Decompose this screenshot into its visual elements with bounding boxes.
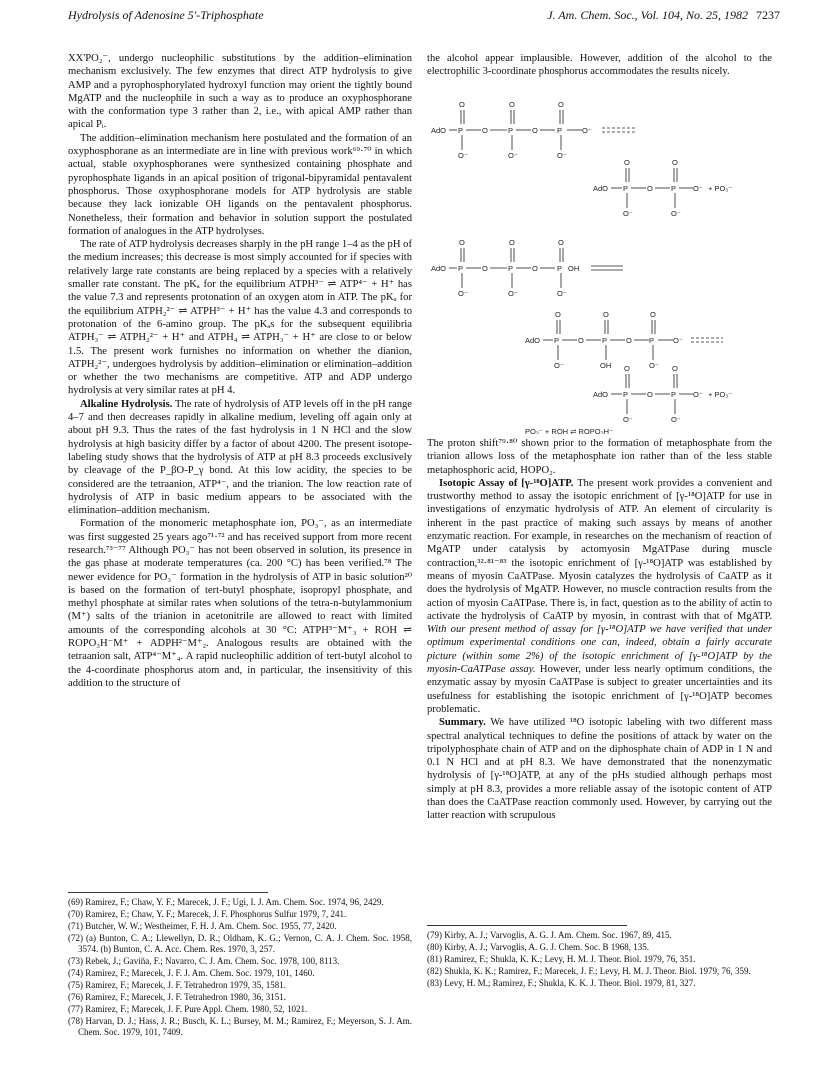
section-heading: Isotopic Assay of [γ-¹⁸O]ATP. (439, 477, 574, 489)
paragraph-text: The rate of hydrolysis of ATP levels off in the pH range 4–7 and then decreases rapidly in alkaline medium, leveling off again only at about pH 9.3. Thus the rates of the fast hydrolysis in 1 N HCl and the slow hydrolysis at high basicity differ by a factor of about 4200. The present isotope-labeling study shows that the hydrolysis of ATP at pH 8.3 proceeds exclusively by cleavage of the P_βO-P_γ bond. At this low acidity, the species to be considered are the tetraanion, ATP⁴⁻, and the trianion. The low reaction rate of hydrolysis of ATP in basic medium appears to be associated with the elimination–addition mechanism. (68, 398, 412, 517)
reference-item: (82) Shukla, K. K.; Ramirez, F.; Marecek, J. F.; Levy, H. M. J. Theor. Biol. 1979, 76, 359. (427, 966, 751, 976)
o-minus: O⁻ (508, 289, 518, 298)
paragraph: The proton shift⁷⁹·⁸⁰ shown prior to the formation of metaphosphate from the trianion allows loss of the metaphosphate ion rather than of the less stable metaphosphoric acid, HOPO₂. (427, 438, 772, 476)
ado-label: AdO (593, 184, 609, 193)
paragraph-text: However, under less nearly optimum conditions, the enzymatic assay by myosin CaATPase is subject to greater uncertainties and its usefulness for establishing the isotopic enrichment of [γ-¹⁸O]ATP becomes problematic. (427, 664, 772, 715)
p-atom: P (458, 126, 464, 135)
footnote-rule (427, 925, 627, 926)
o-minus: O⁻ (693, 184, 703, 193)
p-atom: P (508, 264, 514, 273)
o-atom: O (647, 184, 653, 193)
oh-group: OH (568, 264, 580, 273)
o-minus: O⁻ (582, 126, 592, 135)
paragraph (427, 477, 772, 716)
reference-item: (73) Rebek, J.; Gaviña, F.; Navarro, C. J. Am. Chem. Soc. 1978, 100, 8113. (68, 956, 340, 966)
metaphosphate-equation: PO₃⁻ + ROH ⇌ ROPO₃H⁻ (525, 427, 614, 434)
o-atom: O (459, 100, 465, 109)
footnote-rule (68, 892, 268, 893)
o-atom: O (672, 364, 678, 373)
p-atom: P (557, 126, 563, 135)
o-atom: O (603, 310, 609, 319)
o-atom: O (459, 238, 465, 247)
o-minus: O⁻ (623, 209, 633, 218)
header-title: Hydrolysis of Adenosine 5'-Triphosphate (68, 8, 264, 22)
right-column-bottom (427, 437, 772, 823)
section-heading: Alkaline Hydrolysis. (80, 398, 173, 410)
o-minus: O⁻ (623, 415, 633, 424)
o-minus: O⁻ (554, 361, 564, 370)
o-atom: O (558, 100, 564, 109)
p-atom: P (458, 264, 464, 273)
reference-item: (75) Ramirez, F.; Marecek, J. F. Tetrahedron 1979, 35, 1581. (68, 980, 286, 990)
reference-item: (78) Harvan, D. J.; Hass, J. R.; Busch, K. L.; Bursey, M. M.; Ramirez, F.; Meyerson, S. J. Am. Chem. Soc. 1979, 101, 7409. (68, 1016, 412, 1037)
reference-item: (81) Ramirez, F.; Shukla, K. K.; Levy, H. M. J. Theor. Biol. 1979, 76, 351. (427, 954, 696, 964)
p-atom: P (508, 126, 514, 135)
references-left (68, 892, 412, 1039)
journal-citation: J. Am. Chem. Soc., Vol. 104, No. 25, 1982 (547, 8, 748, 22)
o-atom: O (650, 310, 656, 319)
italic-text: With our present method of assay for [γ-¹⁸O]ATP we have verified that under optimum experimental conditions one can, indeed, obtain a fairly accurate picture (within some 2%) of the isotopic enrichment of [γ-¹⁸O]ATP by the myosin-CaATPase assay. (427, 624, 772, 676)
o-minus: O⁻ (508, 151, 518, 160)
plus-po3: + PO₃⁻ (708, 184, 733, 193)
right-column-top (427, 52, 772, 79)
paragraph: The addition–elimination mechanism here postulated and the formation of an oxyphosphorane as an intermediate are in line with previous work⁶⁹·⁷⁰ in which actual, stable oxyphosphoranes were synthesized containing phosphate and pyrophosphate ligands in an apical position of trigonal-bipyramidal pentavalent phosphorus. Those oxyphosphorane models for ATP hydrolysis are stable because they lack ionizable OH ligands on the pentavalent phosphorus. Nonetheless, their formation and behavior in solution support the postulated formation of analogues in the ATP hydrolyses. (68, 132, 412, 237)
o-minus: O⁻ (458, 151, 468, 160)
reference-item: (69) Ramirez, F.; Chaw, Y. F.; Marecek, J. F.; Ugi, I. J. Am. Chem. Soc. 1974, 96, 2429. (68, 897, 384, 907)
ado-label: AdO (431, 126, 447, 135)
o-minus: O⁻ (671, 415, 681, 424)
reference-item: (76) Ramirez, F.; Marecek, J. F. Tetrahedron 1980, 36, 3151. (68, 992, 286, 1002)
o-atom: O (482, 264, 488, 273)
reference-item: (72) (a) Bunton, C. A.; Llewellyn, D. R.; Oldham, K. G.; Vernon, C. A. J. Chem. Soc. 1958, 3574. (b) Bunton, C. A. Acc. Chem. Res. 1970, 3, 257. (68, 933, 412, 954)
reference-item: (71) Butcher, W. W.; Westheimer, F. H. J. Am. Chem. Soc. 1955, 77, 2420. (68, 921, 337, 931)
p-atom: P (649, 336, 655, 345)
o-minus: O⁻ (693, 390, 703, 399)
p-atom: P (602, 336, 608, 345)
p-atom: P (623, 390, 629, 399)
p-atom: P (623, 184, 629, 193)
o-atom: O (558, 238, 564, 247)
reference-item: (77) Ramirez, F.; Marecek, J. F. Pure Appl. Chem. 1980, 52, 1021. (68, 1004, 308, 1014)
o-atom: O (647, 390, 653, 399)
paragraph: the alcohol appear implausible. However, addition of the alcohol to the electrophilic 3-coordinate phosphorus accommodates the results nicely. (427, 53, 772, 78)
o-atom: O (509, 238, 515, 247)
references-right (427, 925, 772, 990)
paragraph (68, 398, 412, 518)
left-column (68, 52, 412, 690)
reaction-scheme (427, 92, 772, 434)
o-atom: O (624, 158, 630, 167)
o-atom: O (509, 100, 515, 109)
reference-item: (74) Ramirez, F.; Marecek, J. F. J. Am. Chem. Soc. 1979, 101, 1460. (68, 968, 315, 978)
o-minus: O⁻ (557, 151, 567, 160)
p-atom: P (671, 184, 677, 193)
o-minus: O⁻ (671, 209, 681, 218)
o-minus: O⁻ (458, 289, 468, 298)
paragraph-text: The present work provides a convenient and trustworthy method to assay the isotopic enrichment of [γ-¹⁸O]ATP for use in investigations of enzymatic hydrolysis of ATP. An element of circularity is inherent in the past practice of making such assays by means of another enzymatic reaction. For example, in researches on the mechanism of reaction of MgATP under catalysis by actomyosin MgATPase during muscle contraction,³²·⁸¹⁻⁸³ the isotopic enrichment of [γ-¹⁸O]ATP was established by means of myosin CaATPase. Myosin catalyzes the hydrolysis of CaATP as it does the hydrolysis of MgATP. However, no muscle contraction results from the action of myosin CaATPase. There is, in fact, question as to the ability of actin to activate the hydrolysis of CaATP by myosin, in contrast with that of MgATP. (427, 477, 772, 622)
reference-item: (79) Kirby, A. J.; Varvoglis, A. G. J. Am. Chem. Soc. 1967, 89, 415. (427, 930, 672, 940)
running-header (68, 8, 780, 28)
header-citation (547, 8, 780, 23)
oh-group: OH (600, 361, 612, 370)
plus-po3: + PO₃⁻ (708, 390, 733, 399)
o-atom: O (532, 264, 538, 273)
p-atom: P (554, 336, 560, 345)
scheme-svg (427, 92, 772, 434)
paragraph: Formation of the monomeric metaphosphate ion, PO₃⁻, as an intermediate was first suggested 25 years ago⁷¹·⁷² and has received support from more recent research.⁷³⁻⁷⁷ Although PO₃⁻ has not been observed in solution, its presence in the gas phase at moderate temperatures (ca. 200 °C) has been verified.⁷⁸ The newer evidence for PO₃⁻ formation in the hydrolysis of ATP in basic solution²⁰ is based on the formation of tert-butyl phosphate, isopropyl phosphate, and methyl phosphate at similar rates when solutions of the tetra-n-butylammonium (M⁺) salts of the trianion in acetonitrile are allowed to react with limited amounts of the corresponding alcohols at 30 °C: ATPH³⁻M⁺₃ + ROH ⇌ ROPO₃H⁻M⁺ + ADPH²⁻M⁺₂. Analogous results are obtained with the tetraanion salt, ATP⁴⁻M⁺₄. A rapid nucleophilic addition of tert-butyl alcohol to the 4-coordinate phosphorus atom and, in particular, the insensitivity of this addition to the structure of (68, 518, 412, 689)
p-atom: P (557, 264, 563, 273)
reference-item: (83) Levy, H. M.; Ramirez, F.; Shukla, K. K. J. Theor. Biol. 1979, 81, 327. (427, 978, 696, 988)
reference-item: (70) Ramirez, F.; Chaw, Y. F.; Marecek, J. F. Phosphorus Sulfur 1979, 7, 241. (68, 909, 347, 919)
o-minus: O⁻ (649, 361, 659, 370)
o-atom: O (626, 336, 632, 345)
o-atom: O (578, 336, 584, 345)
ado-label: AdO (431, 264, 447, 273)
o-atom: O (624, 364, 630, 373)
o-minus: O⁻ (557, 289, 567, 298)
paragraph-text: We have utilized ¹⁸O isotopic labeling with two different mass spectral analytical techniques to define the positions of attack by water on the tripolyphosphate chain of ATP and on the diphosphate chain of ADP in 1 N and 0.1 N HCl and at pH 8.3. We have demonstrated that the nonenzymatic hydrolysis of [γ-¹⁸O]ATP, at any of the pHs studied although perhaps most simply at pH 8.3, provides a more reliable assay of the isotopic content of ATP than does the CaATPase reaction commonly used. However, by carrying out the latter reaction with scrupulous (427, 717, 772, 822)
o-atom: O (482, 126, 488, 135)
ado-label: AdO (593, 390, 609, 399)
page-number: 7237 (756, 8, 780, 22)
o-minus: O⁻ (673, 336, 683, 345)
o-atom: O (532, 126, 538, 135)
o-atom: O (672, 158, 678, 167)
paragraph: The rate of ATP hydrolysis decreases sharply in the pH range 1–4 as the pH of the medium increases; this decrease is most simply accounted for if species with relatively large rate constants are being replaced by a species with a relatively smaller rate constant. The pKₐ for the equilibrium ATPH³⁻ ⇌ ATP⁴⁻ + H⁺ has the value 7.3 and represents protonation of an oxygen atom in ATP. The pKₐ for the equilibrium ATPH₂²⁻ ⇌ ATPH³⁻ + H⁺ has the value 4.3 and corresponds to protonation of the 6-amino group. The pKₐs for the subsequent equilibria ATPH₃⁻ ⇌ ATPH₂²⁻ + H⁺ and ATPH₄ ⇌ ATPH₃⁻ + H⁺ are close to or below 1.5. The present work furnishes no information on whether the dianion, ATPH₂²⁻, undergoes hydrolysis by addition–elimination or elimination–addition or whether the two mechanisms are competitive. ATP and ADP undergo hydrolysis at very similar rates at pH 4. (68, 239, 412, 397)
paragraph (427, 716, 772, 822)
section-heading: Summary. (439, 717, 486, 729)
ado-label: AdO (525, 336, 541, 345)
p-atom: P (671, 390, 677, 399)
o-atom: O (555, 310, 561, 319)
paragraph: XX'PO₂⁻, undergo nucleophilic substitutions by the addition–elimination mechanism exclusively. The few enzymes that direct ATP hydrolysis to give AMP and a pyrophosphorylated hydroxyl function may orient the tightly bound MgATP and the nucleophile in such a way as to produce an oxyphosphorane with the conformation type 3 rather than 2, i.e., with apical AMP rather than apical Pᵢ. (68, 53, 412, 131)
reference-item: (80) Kirby, A. J.; Varvoglis, A. G. J. Chem. Soc. B 1968, 135. (427, 942, 650, 952)
